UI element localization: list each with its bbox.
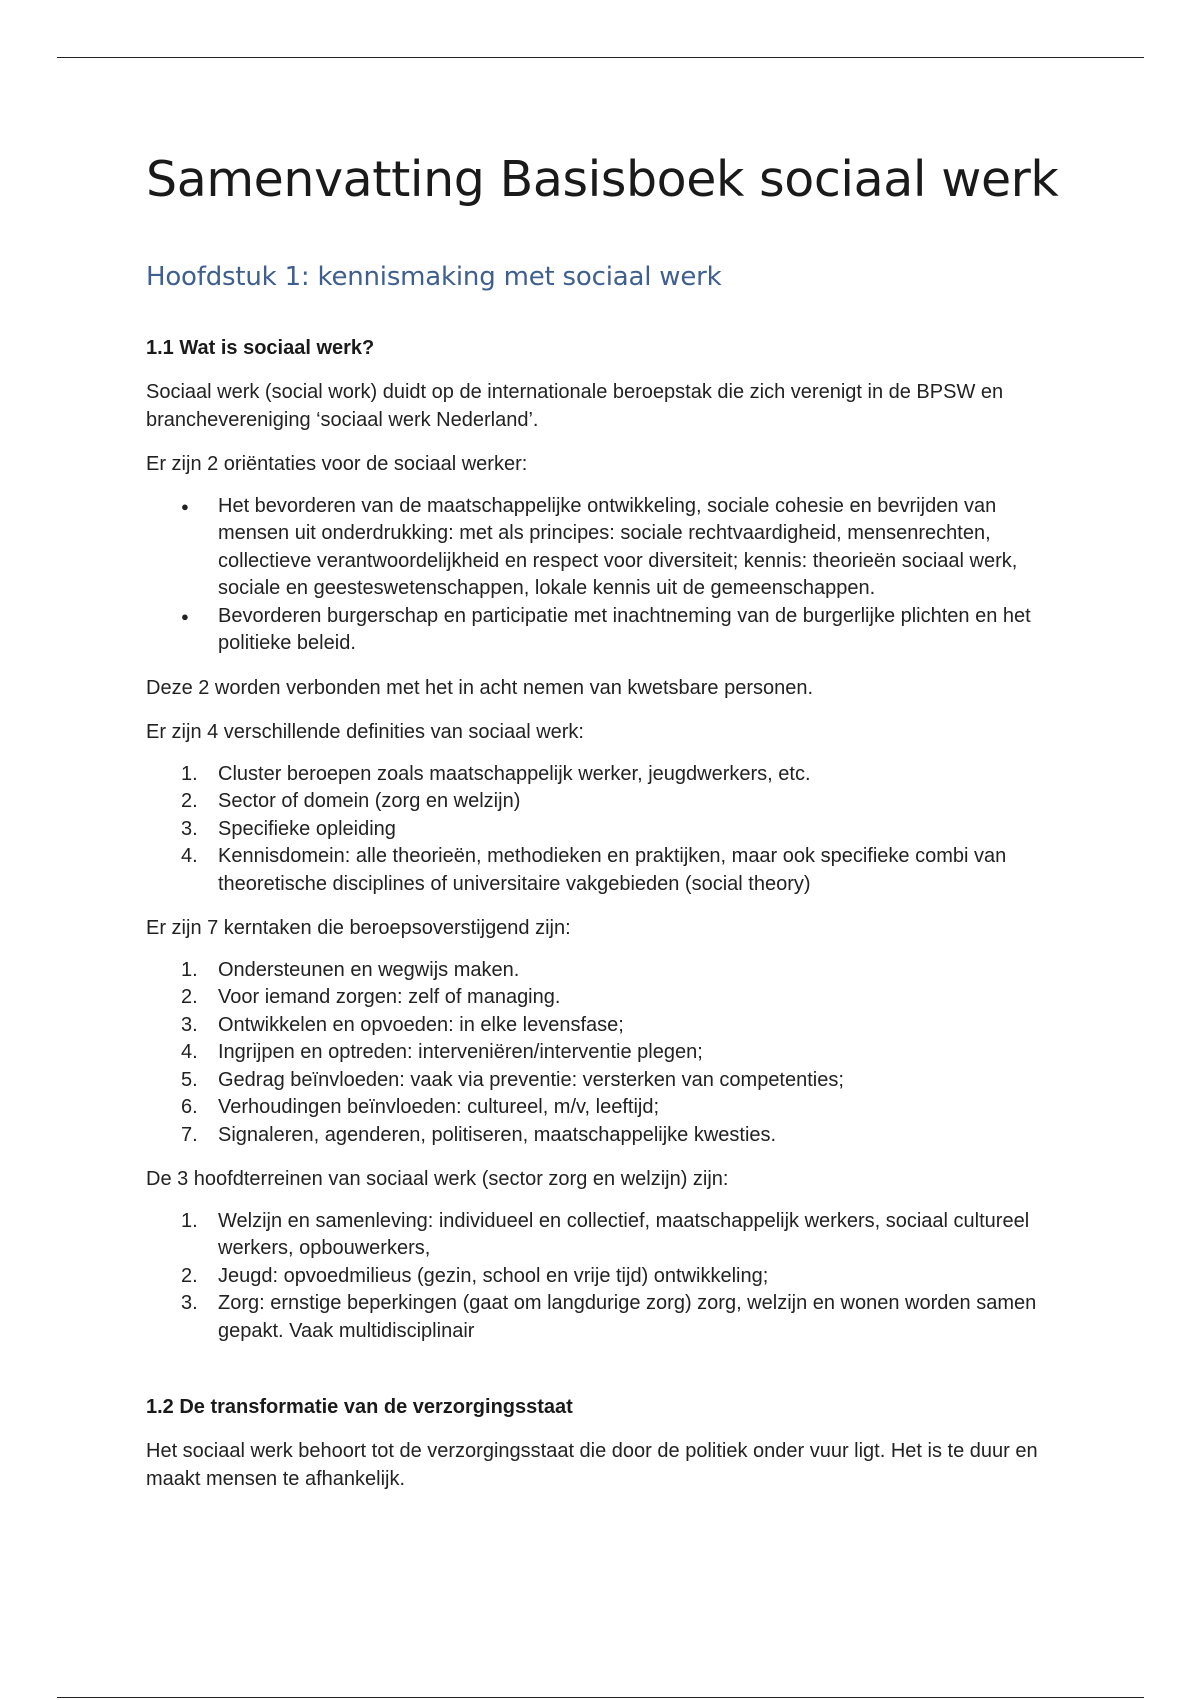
section-heading-1-1: 1.1 Wat is sociaal werk? (146, 337, 375, 359)
list-number: 5. (181, 1068, 198, 1091)
list-item (181, 843, 1066, 898)
list-item (181, 1012, 1066, 1040)
list-item: ● Bevorderen burgerschap en participatie met inachtneming van de burgerlijke plichten en het politieke beleid. (218, 603, 1066, 658)
section-heading-1-2: 1.2 De transformatie van de verzorgingsstaat (146, 1396, 573, 1418)
list-number: 1. (181, 762, 198, 785)
list-number: 7. (181, 1123, 198, 1146)
list-item (181, 1094, 1066, 1122)
list-item-text: Signaleren, agenderen, politiseren, maatschappelijke kwesties. (218, 1123, 777, 1146)
list-number: 2. (181, 790, 198, 812)
list-item-text: Voor iemand zorgen: zelf of managing. (218, 986, 561, 1008)
document-title: Samenvatting Basisboek sociaal werk (146, 151, 1059, 208)
list-item-text: Cluster beroepen zoals maatschappelijk werker, jeugdwerkers, etc. (218, 762, 811, 785)
list-item: ● Het bevorderen van de maatschappelijke ontwikkeling, sociale cohesie en bevrijden van mensen uit onderdrukking: met als principes: sociale rechtvaardigheid, mensenrechten, collectieve verantwoordelijkheid en respect voor diversiteit; kennis: theorieën sociaal werk, sociale en geesteswetenschappen, lokale kennis uit de gemeenschappen. (218, 493, 1066, 603)
paragraph-definitions-intro: Er zijn 4 verschillende definities van sociaal werk: (146, 721, 584, 743)
tasks-list (146, 957, 1066, 1150)
page-bottom-rule (57, 1697, 1144, 1698)
list-number: 6. (181, 1096, 198, 1118)
paragraph-welfare-state: Het sociaal werk behoort tot de verzorgingsstaat die door de politiek onder vuur ligt. Het is te duur en maakt mensen te afhankelijk. (146, 1440, 1038, 1490)
orientations-list (146, 493, 1066, 658)
list-number: 3. (181, 1292, 198, 1314)
list-item (181, 1290, 1066, 1345)
list-item-text: Kennisdomein: alle theorieën, methodieken en praktijken, maar ook specifieke combi van theoretische disciplines of universitaire vakgebieden (social theory) (218, 845, 1007, 895)
paragraph-tasks-intro: Er zijn 7 kerntaken die beroepsoverstijgend zijn: (146, 917, 571, 939)
page-top-rule (57, 57, 1144, 58)
list-item-text: Ontwikkelen en opvoeden: in elke levensfase; (218, 1013, 624, 1036)
chapter-heading: Hoofdstuk 1: kennismaking met sociaal werk (146, 262, 722, 292)
paragraph-intro: Sociaal werk (social work) duidt op de internationale beroepstak die zich verenigt in de BPSW en branchevereniging ‘sociaal werk Nederland’. (146, 381, 1004, 431)
list-number: 3. (181, 817, 198, 840)
list-item-text: Verhoudingen beïnvloeden: cultureel, m/v, leeftijd; (218, 1096, 660, 1118)
list-item-text: Sector of domein (zorg en welzijn) (218, 790, 521, 812)
list-item (181, 816, 1066, 844)
definitions-list (146, 761, 1066, 899)
list-item-text: Ingrijpen en optreden: interveniëren/interventie plegen; (218, 1041, 703, 1063)
list-item (181, 761, 1066, 789)
paragraph-orientations-intro: Er zijn 2 oriëntaties voor de sociaal werker: (146, 453, 528, 475)
list-number: 1. (181, 958, 198, 981)
list-number: 4. (181, 1041, 198, 1063)
list-item (181, 1122, 1066, 1150)
list-number: 2. (181, 1264, 198, 1287)
paragraph-domains-intro: De 3 hoofdterreinen van sociaal werk (sector zorg en welzijn) zijn: (146, 1168, 729, 1190)
list-number: 4. (181, 845, 198, 867)
document-body (146, 148, 1066, 1493)
list-item (181, 1208, 1066, 1263)
list-item (181, 957, 1066, 985)
paragraph-connected: Deze 2 worden verbonden met het in acht nemen van kwetsbare personen. (146, 676, 814, 699)
list-item-text: Jeugd: opvoedmilieus (gezin, school en vrije tijd) ontwikkeling; (218, 1264, 769, 1287)
list-item-text: Ondersteunen en wegwijs maken. (218, 958, 520, 981)
list-number: 2. (181, 986, 198, 1008)
list-item (181, 1039, 1066, 1067)
list-item (181, 984, 1066, 1012)
list-item-text: Specifieke opleiding (218, 817, 396, 840)
list-item-text: Welzijn en samenleving: individueel en collectief, maatschappelijk werkers, sociaal cultureel werkers, opbouwerkers, (218, 1209, 1030, 1259)
list-item-text: Gedrag beïnvloeden: vaak via preventie: versterken van competenties; (218, 1068, 844, 1091)
list-item (181, 1067, 1066, 1095)
list-item-text: Zorg: ernstige beperkingen (gaat om langdurige zorg) zorg, welzijn en wonen worden samen gepakt. Vaak multidisciplinair (218, 1292, 1037, 1342)
list-item (181, 1263, 1066, 1291)
list-number: 1. (181, 1209, 198, 1232)
domains-list (146, 1208, 1066, 1346)
list-item (181, 788, 1066, 816)
list-number: 3. (181, 1013, 198, 1036)
